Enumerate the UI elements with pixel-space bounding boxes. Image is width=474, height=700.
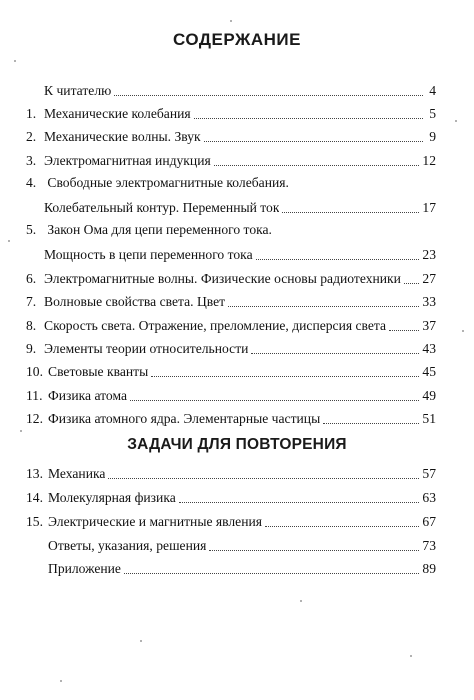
toc-entry-page: 9 [429,129,436,144]
toc-entry-number: 9. [26,341,37,356]
dot-leader [194,117,423,119]
toc-entry[interactable] [26,408,436,428]
toc-entry[interactable] [48,535,436,555]
toc-entry-page: 12 [422,153,436,168]
dot-leader [124,572,419,574]
dot-leader [108,477,419,479]
toc-entry-first-line[interactable] [26,221,272,241]
toc-entry-title: Электромагнитные волны. Физические основы радиотехники [44,271,401,286]
toc-entry-title: Закон Ома для цепи переменного тока. [47,222,272,237]
toc-entry-page: 33 [422,294,436,309]
toc-entry-number: 13. [26,466,43,481]
toc-entry-page: 4 [429,83,436,98]
toc-entry-title: Колебательный контур. Переменный ток [44,200,280,215]
toc-entry-page: 73 [422,538,436,553]
toc-entry-page: 57 [422,466,436,481]
toc-entry-page: 37 [422,318,436,333]
toc-entry[interactable] [26,103,436,123]
toc-entry-number: 3. [26,153,37,168]
toc-entry[interactable] [26,126,436,146]
toc-entry-title: Скорость света. Отражение, преломление, дисперсия света [44,318,387,333]
toc-entry-page: 63 [422,490,436,505]
dot-leader [214,164,420,166]
dot-leader [282,211,419,213]
dot-leader [256,258,420,260]
dot-leader [404,282,419,284]
toc-entry-number: 5. [26,222,37,237]
dot-leader [114,94,423,96]
toc-entry-title: Электромагнитная индукция [44,153,211,168]
toc-entry-title: К читателю [44,83,112,98]
toc-entry-number: 11. [26,388,43,403]
toc-entry-title: Механические волны. Звук [44,129,201,144]
toc-entry-page: 27 [422,271,436,286]
toc-entry-number: 7. [26,294,37,309]
toc-entry-number: 14. [26,490,43,505]
toc-entry-number: 8. [26,318,37,333]
toc-entry-number: 1. [26,106,37,121]
dot-leader [251,352,419,354]
toc-entry-page: 23 [422,247,436,262]
toc-entry[interactable] [26,463,436,483]
toc-entry-number: 6. [26,271,37,286]
dot-leader [209,549,419,551]
toc-entry-number: 15. [26,514,43,529]
toc-entry[interactable] [26,315,436,335]
toc-entry-continuation[interactable] [44,197,436,217]
toc-entry-number: 2. [26,129,37,144]
toc-entry[interactable] [48,558,436,578]
contents-heading: СОДЕРЖАНИЕ [173,30,301,49]
toc-entry-page: 49 [422,388,436,403]
toc-entry[interactable] [26,291,436,311]
toc-entry-number: 4. [26,175,37,190]
toc-entry-title: Световые кванты [48,364,149,379]
toc-entry[interactable] [26,268,436,288]
toc-entry-number: 12. [26,411,43,426]
dot-leader [389,329,419,331]
toc-entry-title: Ответы, указания, решения [48,538,207,553]
toc-entry-title: Молекулярная физика [48,490,176,505]
toc-entry-title: Физика атома [48,388,128,403]
toc-entry-page: 67 [422,514,436,529]
dot-leader [228,305,419,307]
toc-entry-continuation[interactable] [44,244,436,264]
toc-entry-title: Мощность в цепи переменного тока [44,247,253,262]
dot-leader [204,140,423,142]
toc-entry-page: 5 [429,106,436,121]
review-heading: ЗАДАЧИ ДЛЯ ПОВТОРЕНИЯ [127,436,347,453]
toc-entry-title: Волновые свойства света. Цвет [44,294,226,309]
dot-leader [179,501,420,503]
toc-entry-title: Механика [48,466,106,481]
toc-entry-title: Элементы теории относительности [44,341,249,356]
dot-leader [130,399,419,401]
dot-leader [151,375,419,377]
toc-entry[interactable] [26,385,436,405]
toc-entry-page: 43 [422,341,436,356]
toc-entry-first-line[interactable] [26,174,289,194]
dot-leader [265,525,419,527]
toc-entry[interactable] [26,338,436,358]
toc-entry[interactable] [26,487,436,507]
toc-entry-page: 45 [422,364,436,379]
toc-entry-page: 89 [422,561,436,576]
toc-entry[interactable] [26,361,436,381]
toc-entry-title: Физика атомного ядра. Элементарные частицы [48,411,321,426]
toc-entry[interactable] [26,511,436,531]
toc-entry-title: Свободные электромагнитные колебания. [47,175,289,190]
toc-entry[interactable] [26,80,436,100]
toc-entry[interactable] [26,150,436,170]
toc-entry-title: Электрические и магнитные явления [48,514,263,529]
toc-entry-page: 17 [422,200,436,215]
toc-entry-title: Приложение [48,561,121,576]
toc-entry-page: 51 [422,411,436,426]
toc-entry-number: 10. [26,364,43,379]
dot-leader [323,422,419,424]
toc-entry-title: Механические колебания [44,106,191,121]
